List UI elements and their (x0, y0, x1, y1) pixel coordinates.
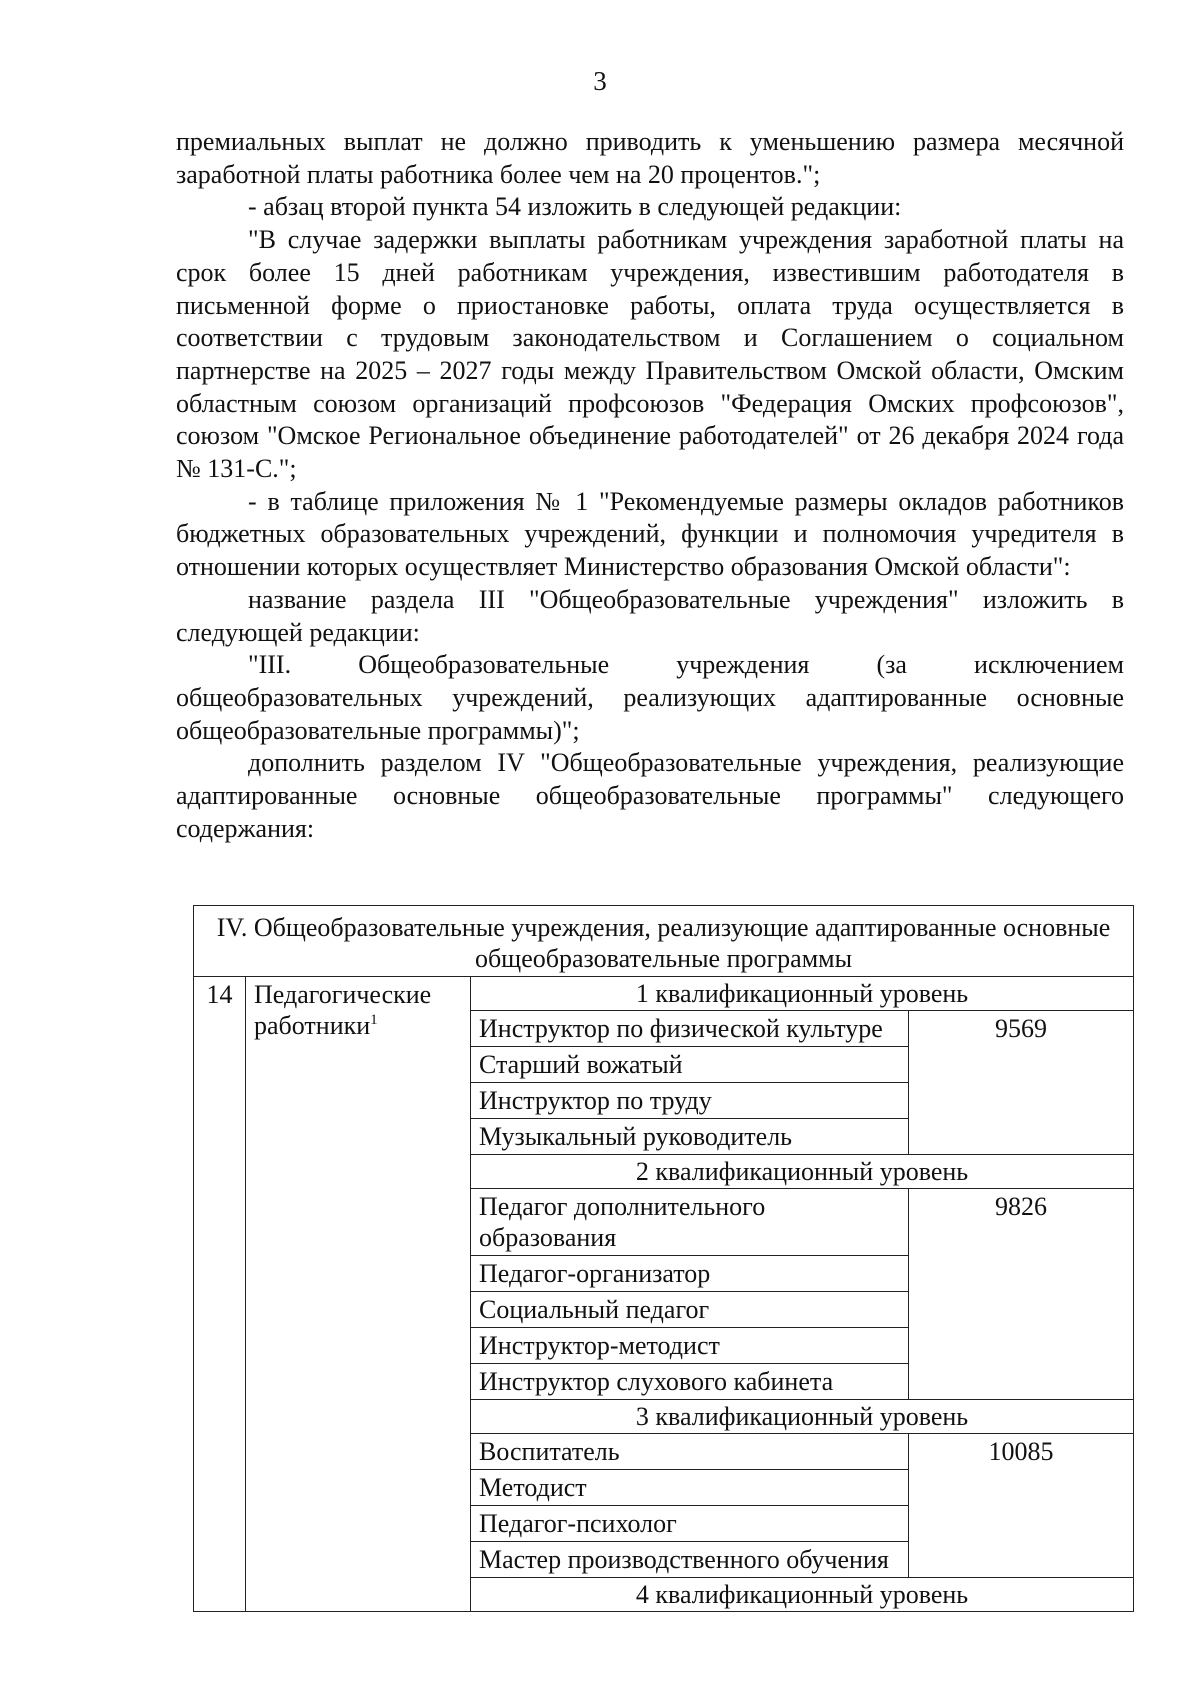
position-cell: Старший вожатый (471, 1047, 909, 1083)
paragraph: - в таблице приложения № 1 "Рекомендуемые размеры окладов работников бюджетных образовательных учреждений, функции и полномочия учредителя в отношении которых осуществляет Министерство образования Омской области": (176, 486, 1124, 582)
salary-cell: 10085 (909, 1434, 1134, 1578)
position-cell: Педагог дополнительного образования (471, 1189, 909, 1256)
document-body (176, 126, 1124, 845)
paragraph: "III. Общеобразовательные учреждения (за исключением общеобразовательных учреждений, реализующих адаптированные основные общеобразовательные программы)"; (176, 650, 1124, 745)
position-cell: Инструктор по труду (471, 1083, 909, 1119)
position-cell: Инструктор слухового кабинета (471, 1364, 909, 1400)
position-cell: Методист (471, 1470, 909, 1506)
paragraph: "В случае задержки выплаты работникам учреждения заработной платы на срок более 15 дней работникам учреждения, известившим работодателя в письменной форме о приостановке работы, оплата труда осуществляется в соответствии с трудовым законодательством и Соглашением о социальном партнерстве на 2025 – 2027 годы между Правительством Омской области, Омским областным союзом организаций профсоюзов "Федерация Омских профсоюзов", союзом "Омское Региональное объединение работодателей" от 26 декабря 2024 года № 131-С."; (176, 225, 1124, 484)
paragraph: премиальных выплат не должно приводить к уменьшению размера месячной заработной платы работника более чем на 20 процентов."; (176, 127, 1124, 189)
level-heading: 1 квалификационный уровень (471, 977, 1134, 1011)
paragraph: название раздела III "Общеобразовательные учреждения" изложить в следующей редакции: (176, 584, 1124, 647)
position-cell: Педагог-психолог (471, 1506, 909, 1542)
position-cell: Инструктор-методист (471, 1328, 909, 1364)
level-heading: 4 квалификационный уровень (471, 1578, 1134, 1612)
position-cell: Инструктор по физической культуре (471, 1011, 909, 1047)
level-heading: 3 квалификационный уровень (471, 1400, 1134, 1434)
salary-table (193, 905, 1134, 1612)
page-number: 3 (593, 66, 607, 96)
table-title: IV. Общеобразовательные учреждения, реализующие адаптированные основные общеобразовательные программы (194, 906, 1134, 977)
position-cell: Музыкальный руководитель (471, 1119, 909, 1155)
row-number: 14 (194, 977, 246, 1612)
position-cell: Мастер производственного обучения (471, 1542, 909, 1578)
level-heading: 2 квалификационный уровень (471, 1155, 1134, 1189)
salary-cell: 9569 (909, 1011, 1134, 1155)
position-cell: Социальный педагог (471, 1292, 909, 1328)
position-cell: Воспитатель (471, 1434, 909, 1470)
position-cell: Педагог-организатор (471, 1256, 909, 1292)
footnote-marker: 1 (370, 1012, 378, 1028)
paragraph: дополнить разделом IV "Общеобразовательные учреждения, реализующие адаптированные основные общеобразовательные программы" следующего содержания: (176, 748, 1124, 843)
salary-cell: 9826 (909, 1189, 1134, 1400)
paragraph: - абзац второй пункта 54 изложить в следующей редакции: (248, 192, 902, 222)
category-label: Педагогические работники (254, 980, 432, 1040)
category-cell (246, 977, 471, 1612)
